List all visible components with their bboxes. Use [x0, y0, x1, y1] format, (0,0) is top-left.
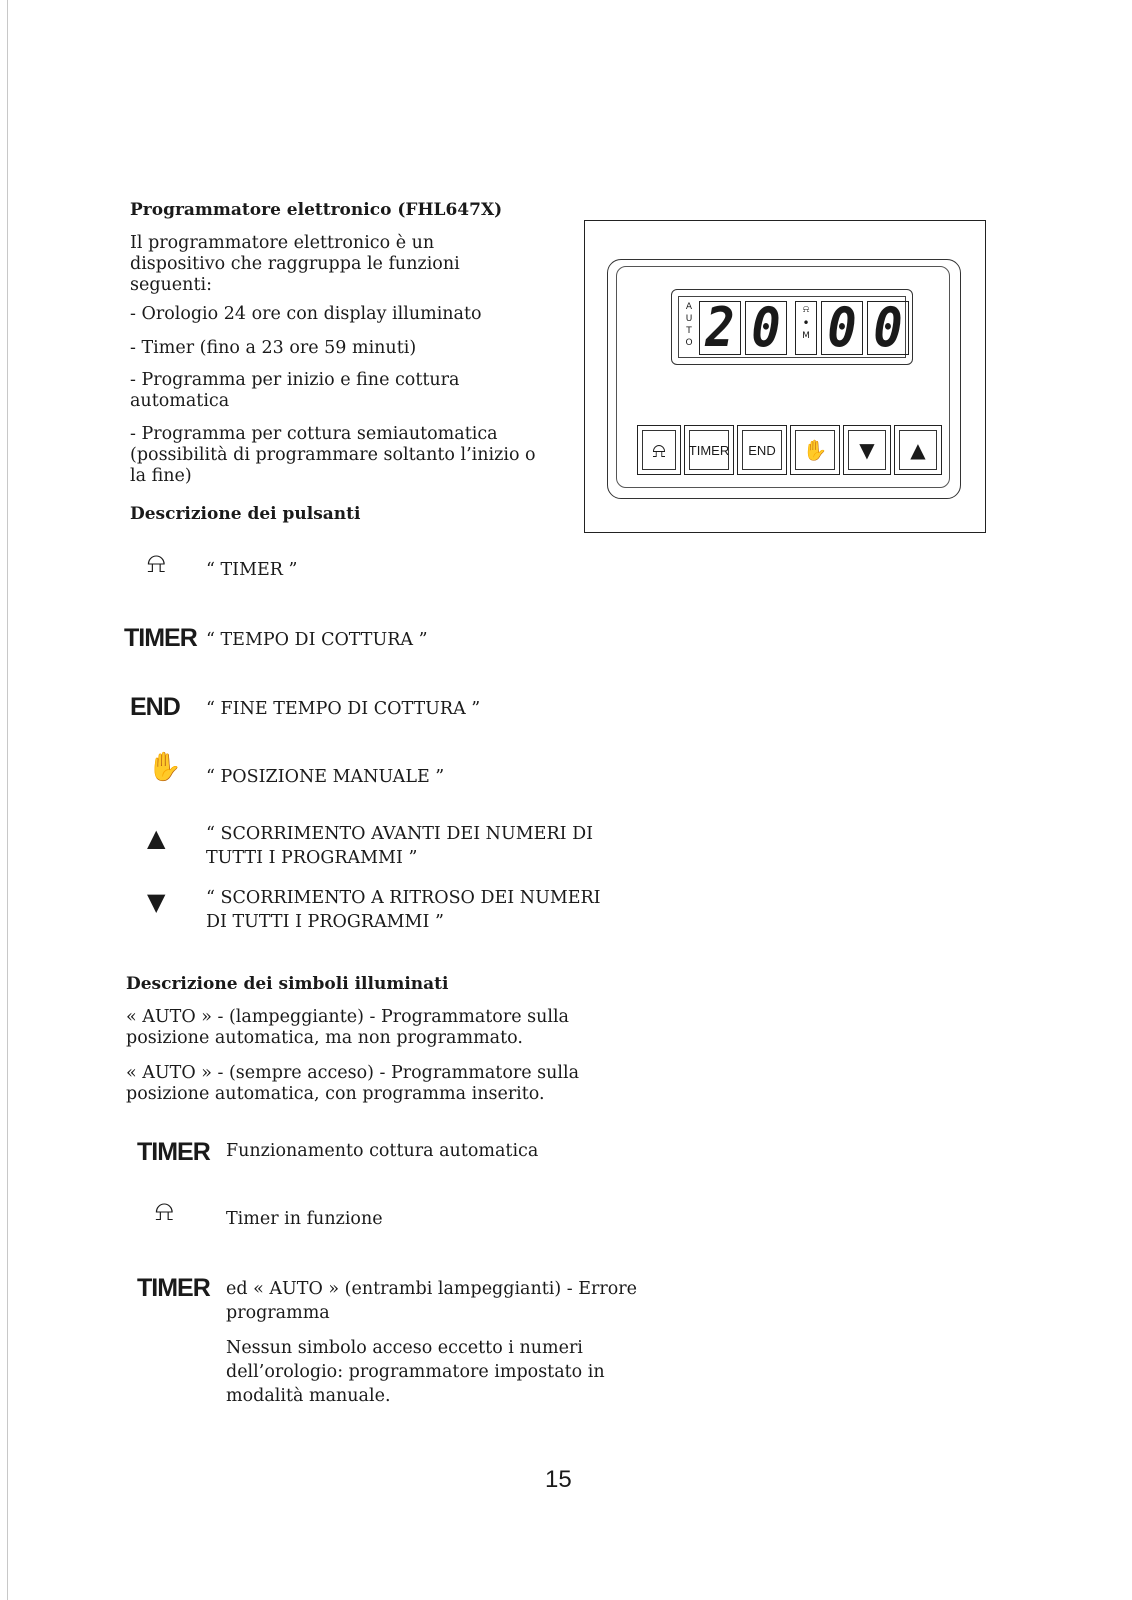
page-edge: [7, 0, 8, 1600]
panel-manual-button: [790, 425, 840, 475]
symbols-heading: Descrizione dei simboli illuminati: [126, 974, 449, 994]
button-description: “ POSIZIONE MANUALE ”: [206, 767, 445, 787]
panel-frame: [607, 259, 961, 499]
button-description: “ FINE TEMPO DI COTTURA ”: [206, 699, 481, 719]
panel-timer-button: TIMER: [684, 425, 734, 475]
bell-icon: ⍾: [147, 546, 166, 579]
symbol-description: Timer in funzione: [226, 1209, 383, 1229]
button-description: “ TIMER ”: [206, 560, 298, 580]
auto-note: « AUTO » - (sempre acceso) - Programmatore sulla posizione automatica, con programma inserito.: [126, 1063, 580, 1104]
hand-icon: ✋: [802, 438, 828, 462]
hand-icon: ✋: [147, 750, 182, 783]
button-description: “ TEMPO DI COTTURA ”: [206, 630, 428, 650]
bell-icon: ⍾: [155, 1194, 174, 1227]
feature-item: - Programma per inizio e fine cottura automatica: [130, 370, 460, 411]
buttons-heading: Descrizione dei pulsanti: [130, 504, 361, 524]
end-symbol: END: [130, 693, 180, 721]
clock-display: [671, 289, 913, 365]
timer-symbol: TIMER: [124, 624, 197, 652]
display-digit: 0: [821, 301, 863, 355]
colon-indicator: ⍾ • M: [795, 301, 817, 355]
triangle-up-icon: ▲: [910, 438, 926, 462]
feature-item: - Timer (fino a 23 ore 59 minuti): [130, 338, 417, 358]
triangle-down-icon: ▼: [147, 888, 166, 916]
auto-note: « AUTO » - (lampeggiante) - Programmatore sulla posizione automatica, ma non programmato.: [126, 1007, 569, 1048]
button-description: “ SCORRIMENTO AVANTI DEI NUMERI DI TUTTI I PROGRAMMI ”: [206, 824, 594, 868]
auto-indicator: A U T O: [685, 302, 693, 348]
display-window: [678, 296, 906, 358]
symbol-description: ed « AUTO » (entrambi lampeggianti) - Errore programma: [226, 1279, 638, 1323]
timer-symbol: TIMER: [137, 1138, 210, 1166]
section-title: Programmatore elettronico (FHL647X): [130, 200, 503, 220]
timer-symbol: TIMER: [137, 1274, 210, 1302]
manual-note: Nessun simbolo acceso eccetto i numeri dell’orologio: programmatore impostato in modalità manuale.: [226, 1338, 605, 1406]
display-digit: 0: [745, 301, 787, 355]
feature-item: - Programma per cottura semiautomatica (possibilità di programmare soltanto l’inizio o la fine): [130, 424, 536, 486]
panel-down-button: [843, 425, 891, 475]
display-digit: 0: [867, 301, 909, 355]
control-panel-figure: [584, 220, 986, 533]
symbol-description: Funzionamento cottura automatica: [226, 1141, 539, 1161]
panel-inner-frame: [616, 266, 950, 488]
bell-icon: ⍾: [652, 438, 666, 462]
panel-bell-button: [637, 425, 681, 475]
button-description: “ SCORRIMENTO A RITROSO DEI NUMERI DI TUTTI I PROGRAMMI ”: [206, 888, 601, 932]
triangle-down-icon: ▼: [859, 438, 875, 462]
feature-item: - Orologio 24 ore con display illuminato: [130, 304, 482, 324]
triangle-up-icon: ▲: [147, 824, 166, 852]
intro-text: Il programmatore elettronico è un dispositivo che raggruppa le funzioni seguenti:: [130, 233, 460, 295]
page-number: 15: [545, 1466, 572, 1493]
panel-up-button: [894, 425, 942, 475]
panel-end-button: END: [737, 425, 787, 475]
display-digit: 2: [699, 301, 741, 355]
